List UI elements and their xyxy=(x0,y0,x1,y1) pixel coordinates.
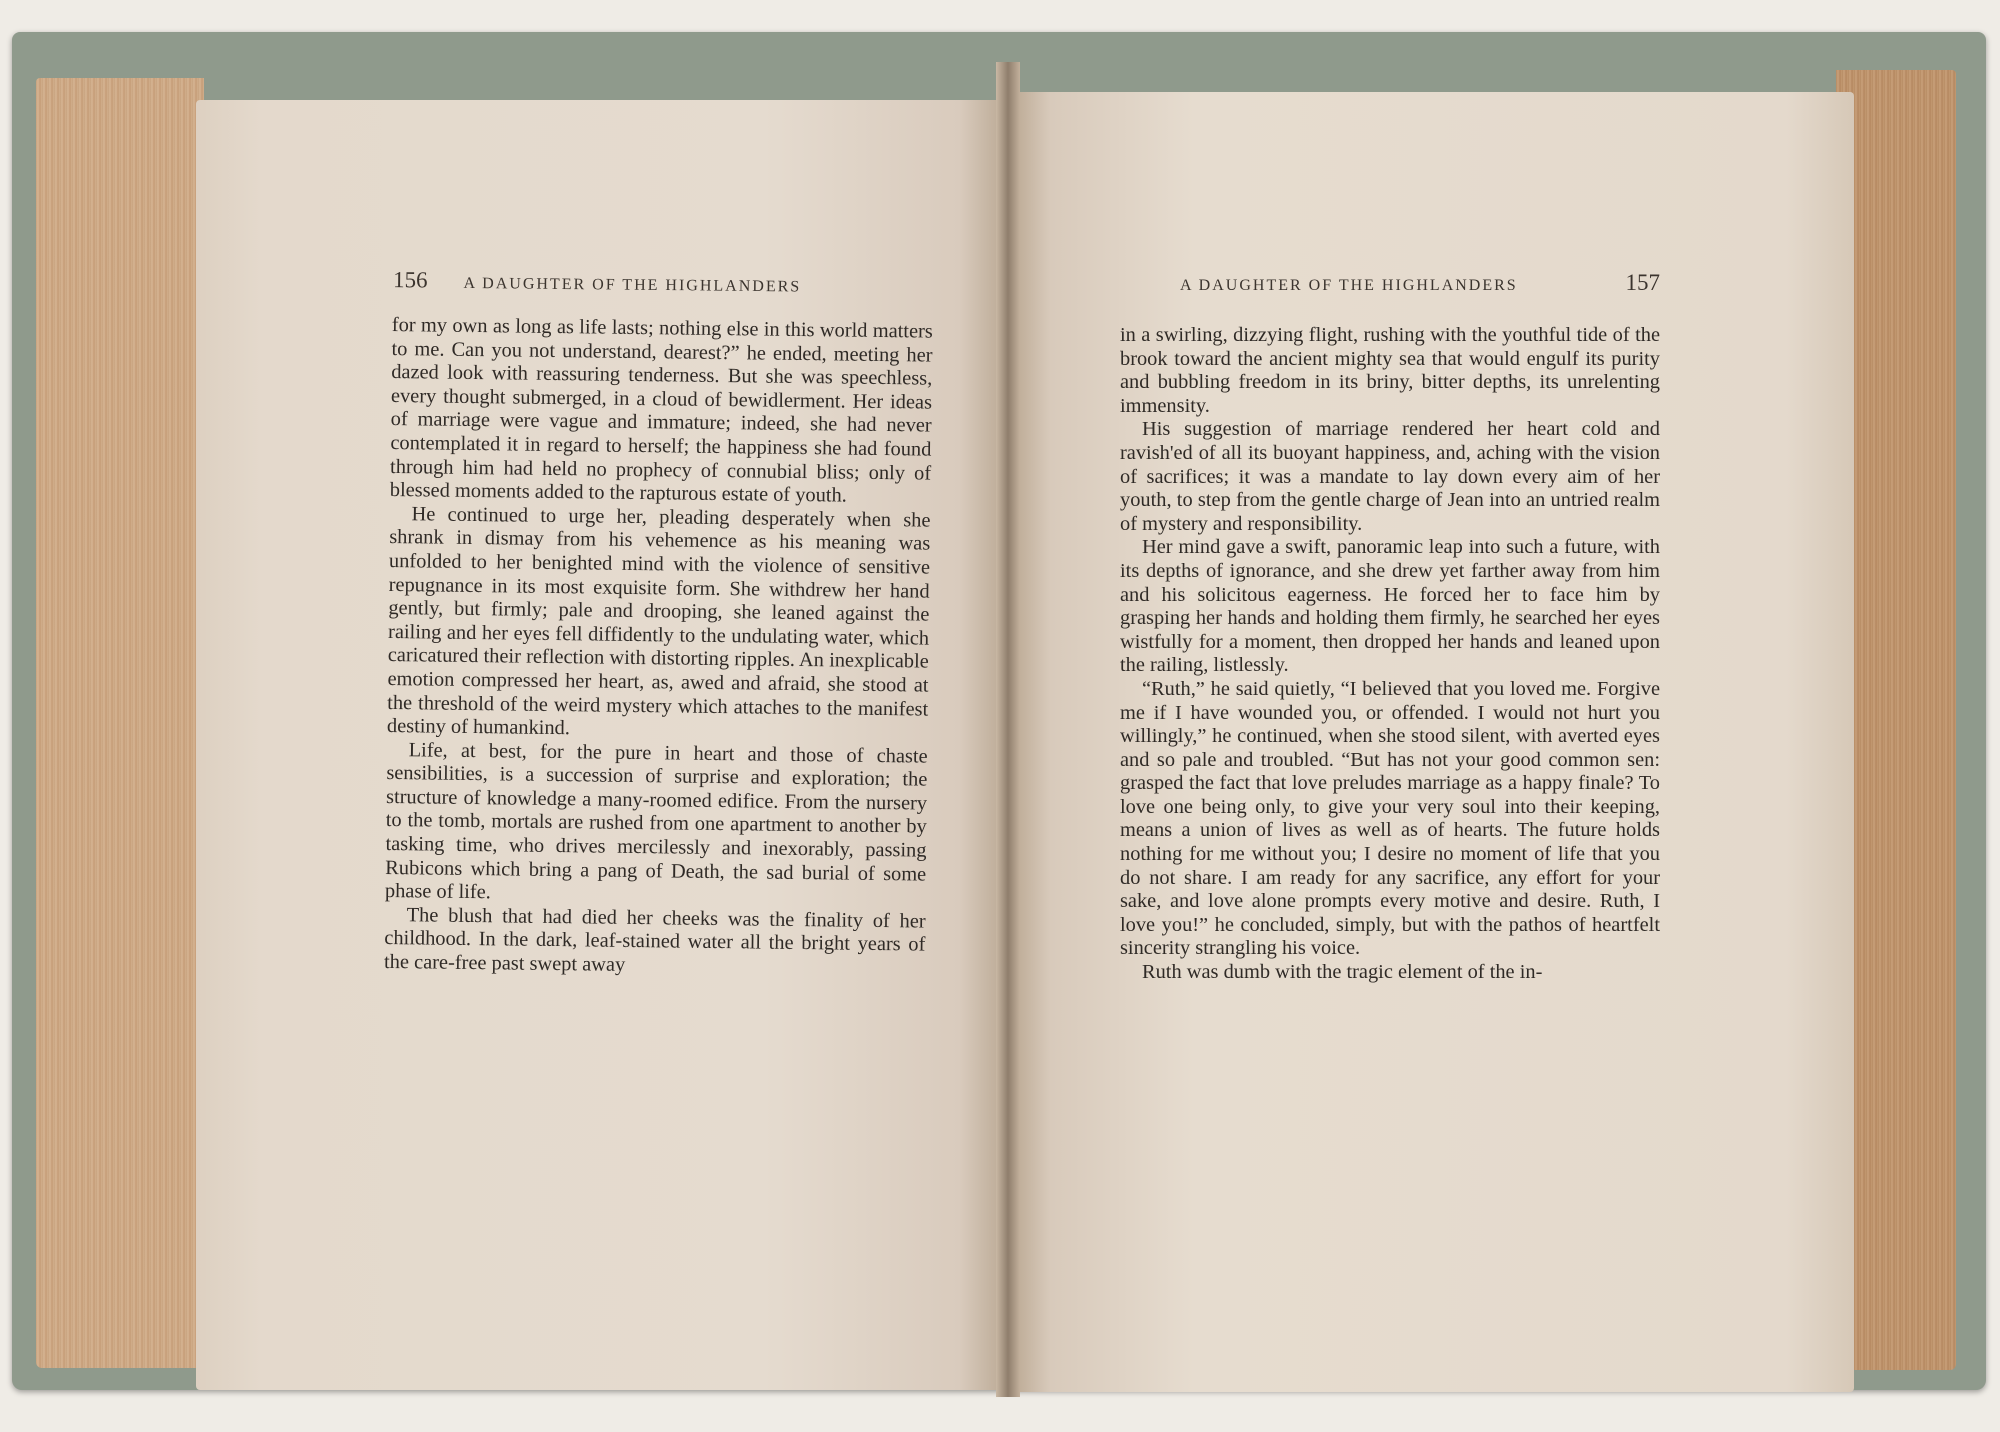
paragraph: He continued to urge her, pleading desperately when she shrank in dismay from his vehemence as his meaning was unfolded to her benighted mind with the violence of sensitive repugnance in its most exquisite form. She withdrew her hand gently, but firmly; pale and drooping, she leaned against the railing and her eyes fell diffidently to the undulating water, which caricatured their reflection with distorting ripples. An inexplicable emotion compressed her heart, as, awed and afraid, she stood at the threshold of the weird mystery which attaches to the manifest destiny of humankind. xyxy=(386,503,931,740)
left-page-number: 156 xyxy=(392,267,428,293)
paragraph: “Ruth,” he said quietly, “I believed that you loved me. Forgive me if I have wounded you, or offended. I would not hurt you willingly,” he continued, when she stood silent, with averted eyes and so pale and troubled. “But has not your good common sen: grasped the fact that love preludes marriage as a happy finale? To love one being only, to give your very soul into their keeping, means a union of lives as well as of hearts. The future holds nothing for me without you; I desire no moment of life that you do not share. I am ready for any sacrifice, any effort for your sake, and love alone prompts every motive and desire. Ruth, I love you!” he concluded, simply, but with the pathos of heartfelt sincerity strangling his voice. xyxy=(1120,677,1660,960)
paragraph: in a swirling, dizzying flight, rushing with the youthful tide of the brook toward the ancient mighty sea that would engulf its purity and bubbling freedom in its briny, bitter depths, its unrelenting immensity. xyxy=(1120,324,1660,417)
right-page-number: 157 xyxy=(1625,270,1660,295)
paragraph: The blush that had died her cheeks was the finality of her childhood. In the dark, leaf-stained water all the bright years of the care-free past swept away xyxy=(383,904,926,976)
left-page-text xyxy=(384,314,933,981)
paragraph: Life, at best, for the pure in heart and those of chaste sensibilities, is a succession of surprise and exploration; the structure of knowledge a many-roomed edifice. From the nursery to the tomb, mortals are rushed from one apartment to another by tasking time, who drives mercilessly and inexorably, passing Rubicons which bring a pang of Death, the sad burial of some phase of life. xyxy=(384,738,928,904)
paragraph: Her mind gave a swift, panoramic leap into such a future, with its depths of ignorance, and she drew yet farther away from him and his solicitous eagerness. He forced her to face him by grasping her hands and holding them firmly, he searched her eyes wistfully for a moment, then dropped her hands and leaned upon the railing, listlessly. xyxy=(1120,536,1660,677)
page-edges-left xyxy=(36,78,204,1368)
paragraph: Ruth was dumb with the tragic element of the in- xyxy=(1142,961,1543,984)
left-running-head xyxy=(393,267,933,309)
right-running-head xyxy=(1180,270,1660,306)
left-running-title: A DAUGHTER OF THE HIGHLANDERS xyxy=(463,274,802,296)
book-gutter xyxy=(996,62,1020,1397)
right-running-title: A DAUGHTER OF THE HIGHLANDERS xyxy=(1180,277,1518,294)
paragraph: His suggestion of marriage rendered her heart cold and ravish'ed of all its buoyant happiness, and, aching with the vision of sacrifices; it was a mandate to lay down every aim of her youth, to step from the gentle charge of Jean into an untried realm of mystery and responsibility. xyxy=(1120,418,1660,535)
paragraph: for my own as long as life lasts; nothing else in this world matters to me. Can you not understand, dearest?” he ended, meeting her dazed look with reassuring tenderness. But she was speechless, every thought submerged, in a cloud of bewidlerment. Her ideas of marriage were vague and immature; indeed, she had never contemplated it in regard to herself; the happiness she had found through him had held no prophecy of connubial bliss; only of blessed moments added to the rapturous estate of youth. xyxy=(389,314,933,507)
right-page-text xyxy=(1120,324,1660,985)
page-edges-right xyxy=(1836,70,1956,1370)
